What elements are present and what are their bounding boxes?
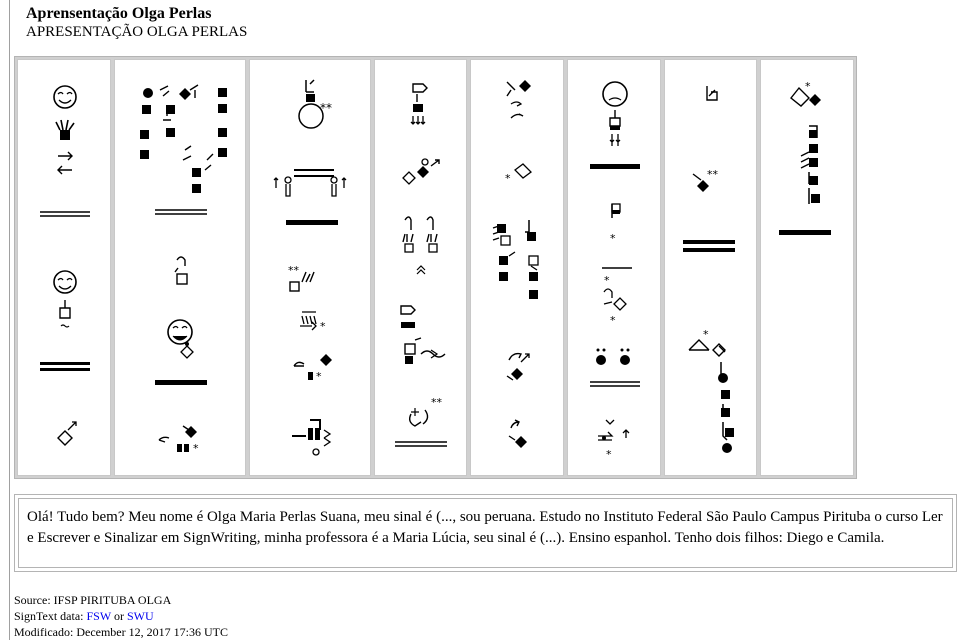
hands-circle-icon: [274, 170, 346, 196]
hand-sequence-icon: [801, 126, 820, 204]
hand-small-icon: [610, 204, 620, 245]
hand-arrow-icon: [598, 420, 629, 461]
hand-vertical-icon: [610, 110, 620, 146]
hand-point-icon: [58, 422, 76, 445]
hand-star-icon: [288, 264, 314, 291]
svg-text:*: *: [805, 80, 811, 93]
sign-column-7-glyphs: [665, 60, 758, 477]
svg-text:*: *: [605, 448, 612, 461]
hand-movement-icon: [159, 426, 199, 455]
hand-sequence-icon: [140, 85, 227, 193]
separator-line: [590, 164, 640, 169]
signtext-columns: [14, 56, 857, 479]
svg-text:*: *: [316, 370, 322, 383]
sign-column-4-glyphs: [375, 60, 468, 477]
separator-line: [155, 380, 207, 385]
sign-column-6: [567, 59, 662, 476]
hand-sequence-icon: [718, 362, 734, 453]
modified-label: Modificado:: [14, 625, 77, 639]
hand-point-icon: [509, 420, 527, 448]
face-circle-icon: [603, 82, 627, 106]
hand-arrow-icon: [403, 159, 439, 184]
movement-arrows-icon: [58, 152, 72, 174]
translation-box: [14, 494, 957, 572]
hand-small-icon: [60, 300, 70, 327]
hand-contact-icon: [299, 80, 332, 128]
source-value: IFSP PIRITUBA OLGA: [53, 593, 172, 607]
separator-line: [683, 248, 735, 252]
sign-column-6-glyphs: [568, 60, 663, 477]
svg-text:*: *: [603, 274, 610, 287]
signtext-line: [14, 608, 228, 624]
hand-wave-icon: [405, 338, 445, 364]
svg-text:*: *: [320, 320, 326, 333]
translation-text: Olá! Tudo bem? Meu nome é Olga Maria Perlas Suana, meu sinal é (..., sou peruana. Estudo no Instituto Federal São Paulo Campus Pirituba o curso Ler e Escrever e Sinalizar em SignWriting, minha professora é a Maria Lúcia, seu sinal é (...). Ensino espanhol. Tenho dois filhos: Diego e Camila.: [18, 498, 953, 568]
sign-column-2-glyphs: [115, 60, 248, 477]
svg-text:**: **: [707, 168, 719, 181]
sign-column-3-glyphs: [250, 60, 372, 477]
separator-line: [40, 362, 90, 365]
hand-twist-icon: [175, 257, 187, 284]
page-subtitle: APRESENTAÇÃO OLGA PERLAS: [26, 24, 248, 40]
hand-twist-icon: [294, 354, 332, 383]
svg-text:**: **: [288, 264, 300, 277]
separator-line: [286, 220, 338, 225]
page-title: Aprensentação Olga Perlas: [26, 5, 212, 22]
source-label: Source:: [14, 593, 54, 607]
separator-line: [779, 230, 831, 235]
svg-text:**: **: [431, 396, 443, 409]
hand-small-icon: [707, 86, 717, 100]
hand-point-icon: [693, 168, 719, 192]
sign-column-8: [760, 59, 854, 476]
svg-text:*: *: [609, 232, 616, 245]
hand-arrow-icon: [791, 80, 821, 106]
sign-column-2: [114, 59, 247, 476]
sign-column-4: [374, 59, 467, 476]
sign-column-5-glyphs: [471, 60, 565, 477]
hand-arrow-icon: [507, 354, 529, 380]
sign-column-3: [249, 59, 371, 476]
sign-column-8-glyphs: [761, 60, 855, 477]
fsw-link[interactable]: FSW: [86, 609, 111, 623]
signtext-label: SignText data:: [14, 609, 87, 623]
sign-column-7: [664, 59, 757, 476]
hands-spread-icon: [403, 217, 437, 274]
svg-text:**: **: [320, 101, 333, 115]
svg-text:*: *: [504, 172, 511, 185]
swu-link[interactable]: SWU: [126, 609, 154, 623]
source-line: [14, 592, 228, 608]
hand-sequence-icon: [493, 220, 538, 299]
hand-arrows-icon: [292, 420, 330, 455]
hand-curl-icon: [507, 80, 531, 118]
modified-line: [14, 624, 228, 640]
hand-circle-icon: [410, 396, 443, 426]
svg-text:*: *: [703, 328, 709, 341]
separator-line: [683, 240, 735, 244]
face-happy-icon: [168, 320, 193, 358]
or-text: or: [110, 609, 127, 623]
hand-star-icon: [505, 164, 531, 185]
hand-open-icon: [56, 120, 74, 140]
hand-arrows-icon: [689, 328, 725, 356]
footer: [14, 592, 228, 640]
svg-text:*: *: [192, 442, 199, 455]
hand-flat-icon: [300, 312, 326, 333]
face-smile-icon: [54, 271, 76, 293]
modified-value: December 12, 2017 17:36 UTC: [76, 625, 228, 639]
sign-column-1: [17, 59, 111, 476]
face-smile-icon: [54, 86, 76, 108]
face-eyes-icon: [596, 349, 630, 366]
hand-flat-icon: [401, 306, 415, 328]
sign-column-5: [470, 59, 564, 476]
hand-vertical-icon: [411, 84, 427, 124]
hand-star-icon: [602, 268, 632, 327]
svg-text:*: *: [609, 314, 616, 327]
separator-line: [40, 368, 90, 371]
sign-column-1-glyphs: [18, 60, 112, 477]
